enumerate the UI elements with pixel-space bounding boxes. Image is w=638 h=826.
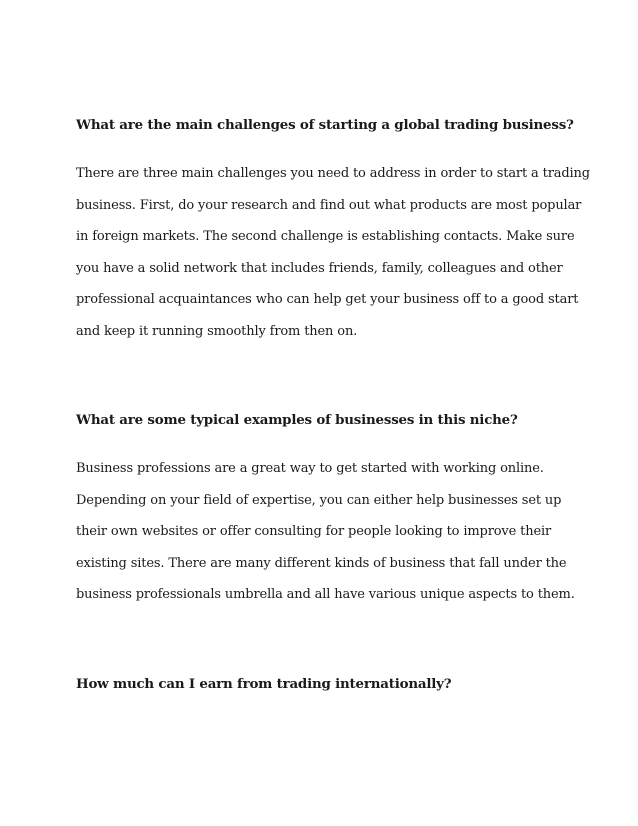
- paragraph-line: their own websites or offer consulting for people looking to improve their: [76, 524, 552, 539]
- paragraph-line: in foreign markets. The second challenge is establishing contacts. Make sure: [76, 229, 575, 244]
- paragraph-line: Depending on your field of expertise, you can either help businesses set up: [76, 492, 562, 508]
- paragraph-line: business professionals umbrella and all have various unique aspects to them.: [76, 587, 575, 602]
- paragraph-line: you have a solid network that includes friends, family, colleagues and other: [76, 260, 563, 276]
- paragraph-line: There are three main challenges you need to address in order to start a trading: [76, 166, 590, 181]
- section-paragraph: [76, 453, 575, 611]
- document-body: [76, 110, 590, 700]
- paragraph-line: and keep it running smoothly from then on.: [76, 323, 358, 339]
- section-heading: What are some typical examples of businesses in this niche?: [76, 412, 518, 428]
- paragraph-line: Business professions are a great way to get started with working online.: [76, 461, 544, 476]
- section-heading: What are the main challenges of starting a global trading business?: [76, 117, 574, 133]
- paragraph-line: existing sites. There are many different kinds of business that fall under the: [76, 555, 567, 571]
- paragraph-line: business. First, do your research and find out what products are most popular: [76, 197, 582, 213]
- section-heading: How much can I earn from trading internationally?: [76, 675, 452, 692]
- paragraph-line: professional acquaintances who can help get your business off to a good start: [76, 292, 579, 307]
- section-paragraph: [76, 158, 590, 347]
